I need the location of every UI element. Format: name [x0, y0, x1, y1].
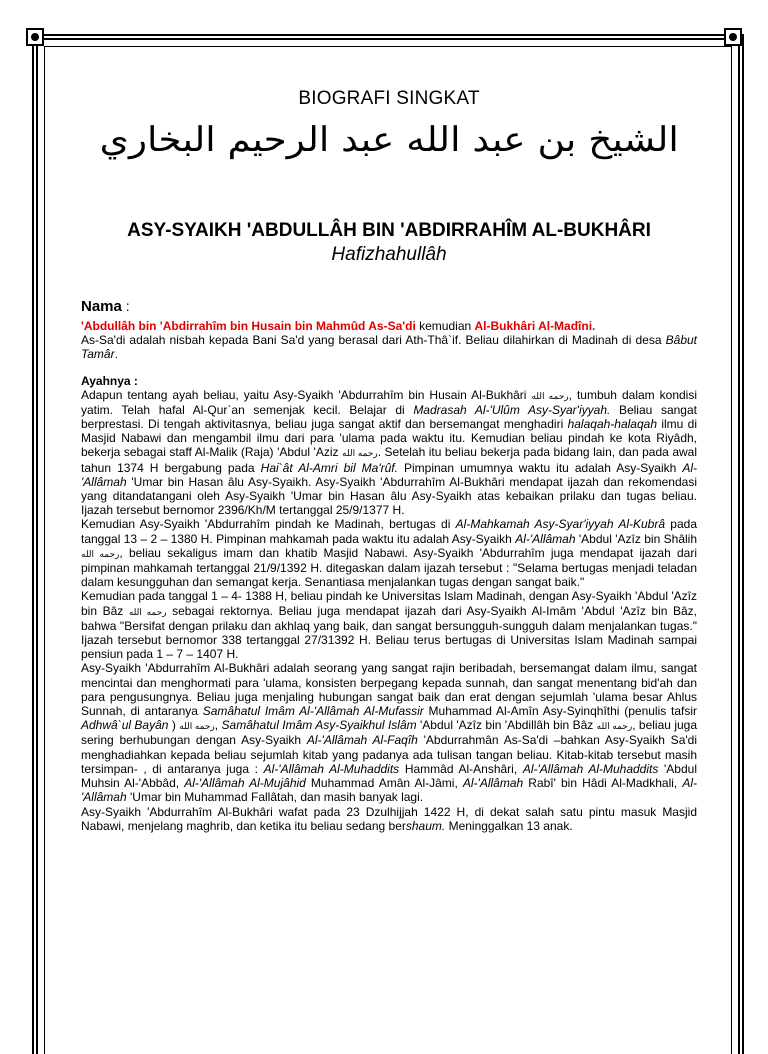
text: Al-'Allâmah	[81, 460, 698, 489]
text: , beliau sekaligus imam dan khatib Masjid Nabawi. Asy-Syaikh 'Abdurrahîm juga mendapat ijazah dari pimpinan mahkamah tertanggal 21/9/1392 H. ditegaskan dalam ijazah tersebut : "Selama bertugas menjadi teladan dalam kesungguhan dan semangat kerja. Senantiasa menjalankan tugas dengan sangat baik."	[81, 545, 697, 590]
text: Beliau sangat berprestasi. Di tengah aktivitasnya, beliau juga sangat aktif dan bersemangat menghadiri	[81, 402, 697, 432]
text: Asy-Syaikh 'Abdurrahîm Al-Bukhâri adalah seorang yang sangat rajin beribadah, bersemangat dalam ilmu, sangat mencintai dan menghormati para 'ulama, konsisten berpegang kepada sunnah, dan sangat menentang bid'ah dan para pengusungnya. Beliau juga menjaling hubungan sangat baik dan erat dengan sejumlah 'ulama besar Ahlus Sunnah, di antaranya	[81, 661, 697, 719]
nama-label: Nama	[81, 298, 122, 315]
text: Hammâd Al-Anshâri,	[399, 761, 523, 776]
text: Al-'Allâmah	[462, 776, 524, 791]
text: Al-'Allâmah	[515, 531, 576, 546]
text: 'Abdul 'Azîz bin 'Abdillâh bin Bâz	[416, 718, 597, 733]
document-body	[81, 88, 697, 833]
text: )	[168, 718, 180, 733]
page-title: BIOGRAFI SINGKAT	[298, 88, 480, 109]
text: , tumbuh dalam kondisi yatim. Telah hafal Al-Qur`an semenjak kecil. Belajar di	[81, 387, 697, 417]
text: shaum.	[405, 818, 446, 833]
nama-colon: :	[121, 298, 130, 314]
honorific-text: رحمه الله	[596, 721, 633, 732]
text: 'Abdul Muhsin Al-'Abbâd,	[81, 761, 697, 791]
text: 'Umar bin Hasan âlu Asy-Syaikh. Asy-Syaikh 'Abdurrahîm Al-Bukhâri mendapat ijazah dan rekomendasi yang ditandatangani oleh Asy-Syaikh 'Umar bin Hasan âlu Asy-Syaikh atas kebaikan prilaku dan tugas beliau. Ijazah tersebut bernomor 2396/Kh/M tertanggal 25/9/1377 H.	[81, 474, 697, 518]
paragraph-1	[81, 388, 697, 518]
text: Muhammad Al-Amîn Asy-Syinqhîthi (penulis tafsir	[423, 704, 698, 719]
text: sebagai rektornya. Beliau juga mendapat ijazah dari Asy-Syaikh Al-Imâm 'Abdul 'Azîz bin Bâz, bahwa "Bersifat dengan prilaku dan akhlaq yang baik, dan sangat bersungguh-sungguh dalam menjalankan tugas." Ijazah tersebut bernomor 338 tertanggal 27/31392 H. Beliau terus bertugas di Universitas Islam Madinah sampai pensiun pada 1 – 7 – 1407 H.	[81, 603, 697, 662]
honorific-text: رحمه الله	[128, 606, 167, 617]
text: 'Umar bin Muhammad Fallâtah, dan masih banyak lagi.	[126, 790, 424, 805]
paragraph-4	[81, 661, 697, 804]
text: 'Abdurrahmân As-Sa'di –bahkan Asy-Syaikh Sa'di menghadiahkan kepada beliau sejumlah kitab yang padanya ada tulisan tangan beliau. Kitab-kitab tersebut masih tersimpan- , di antaranya juga :	[81, 733, 697, 776]
nama-text-end: .	[114, 347, 118, 362]
subtitle: Hafizhahullâh	[331, 244, 447, 265]
corner-ornament-icon	[26, 28, 44, 46]
paragraph-5	[81, 805, 697, 833]
text: Kemudian Asy-Syaikh 'Abdurrahîm pindah ke Madinah, bertugas di	[81, 517, 456, 532]
paragraph-3	[81, 589, 697, 661]
text: Rabî' bin Hâdi Al-Madkhali,	[523, 776, 683, 791]
text: Al-'Allâmah	[81, 776, 697, 805]
honorific-text: رحمه الله	[342, 448, 378, 459]
text: Hai`ât Al-Amri bil Ma'rûf.	[260, 460, 398, 475]
text: Madrasah Al-'Ulûm Asy-Syar'iyyah.	[413, 402, 611, 417]
name-red-2: Al-Bukhâri Al-Madîni.	[474, 319, 596, 333]
kemudian-text: kemudian	[415, 319, 475, 333]
text: Kemudian pada tanggal 1 – 4- 1388 H, beliau pindah ke Universitas Islam Madinah, dengan Asy-Syaikh 'Abdul 'Azîz bin Bâz	[81, 589, 697, 618]
text: Al-'Allâmah Al-Muhaddits	[522, 761, 659, 776]
text: Meninggalkan 13 anak.	[445, 818, 573, 833]
nama-fullname	[81, 319, 697, 333]
text: , beliau juga sering berhubungan dengan Asy-Syaikh	[81, 718, 698, 748]
text: . Setelah itu beliau bekerja pada bidang lain, dan pada awal tahun 1374 H bergabung pada	[81, 445, 698, 475]
honorific-text: رحمه الله	[81, 548, 120, 559]
name-red-1: 'Abdullâh bin 'Abdirrahîm bin Husain bin Mahmûd As-Sa'di	[81, 319, 416, 333]
text: Samâhatul Imâm Al-'Allâmah Al-Mufassir	[202, 704, 424, 719]
text: Al-'Allâmah Al-Muhaddits	[263, 761, 400, 776]
nama-description	[81, 333, 697, 361]
text: Adhwâ`ul Bayân	[81, 718, 169, 733]
ayahnya-heading: Ayahnya :	[81, 373, 138, 388]
text: pada tanggal 13 – 2 – 1380 H. Pimpinan mahkamah pada waktu itu adalah Asy-Syaikh	[81, 517, 697, 546]
text: Muhammad Amân Al-Jâmi,	[305, 776, 463, 791]
corner-ornament-icon	[724, 28, 742, 46]
nama-text-italic: Bâbut Tamâr	[81, 333, 697, 362]
paragraph-2	[81, 517, 697, 589]
honorific-text: رحمه الله	[179, 721, 215, 732]
text: Samâhatul Imâm Asy-Syaikhul Islâm	[221, 718, 417, 733]
text: ilmu di Masjid Nabawi dan mengambil ilmu dari para 'ulama pada waktu itu. Kemudian beliau pindah ke kota Riyâdh, bekerja sebagai staff Al-Malik (Raja) 'Abdul 'Aziz	[81, 417, 698, 460]
honorific-text: رحمه الله	[531, 390, 569, 401]
nama-text: As-Sa'di adalah nisbah kepada Bani Sa'd yang berasal dari Ath-Thâ`if. Beliau dilahirkan di Madinah di desa	[81, 333, 666, 348]
text: Al-'Allâmah Al-Mujâhid	[184, 776, 306, 791]
text: Asy-Syaikh 'Abdurrahîm Al-Bukhâri wafat pada 23 Dzulhijjah 1422 H, di dekat salah satu pintu masuk Masjid Nabawi, menjelang maghrib, dan ketika itu beliau sedang ber	[81, 804, 697, 833]
text: Adapun tentang ayah beliau, yaitu Asy-Syaikh 'Abdurrahîm bin Husain Al-Bukhâri	[81, 387, 532, 402]
arabic-calligraphy	[81, 120, 697, 200]
text: Al-'Allâmah Al-Faqîh	[306, 733, 418, 748]
nama-heading	[81, 298, 697, 315]
text: Pimpinan umumnya waktu itu adalah Asy-Syaikh	[397, 460, 683, 475]
text: halaqah-halaqah	[567, 417, 657, 432]
text: 'Abdul 'Azîz bin Shâlih	[575, 531, 698, 546]
text: ,	[214, 718, 222, 733]
main-title: ASY-SYAIKH 'ABDULLÂH BIN 'ABDIRRAHÎM AL-BUKHÂRI	[127, 220, 651, 241]
text: Al-Mahkamah Asy-Syar'iyyah Al-Kubrâ	[455, 517, 666, 532]
calligraphy-text: الشيخ بن عبد الله عبد الرحيم البخاري	[99, 120, 679, 160]
